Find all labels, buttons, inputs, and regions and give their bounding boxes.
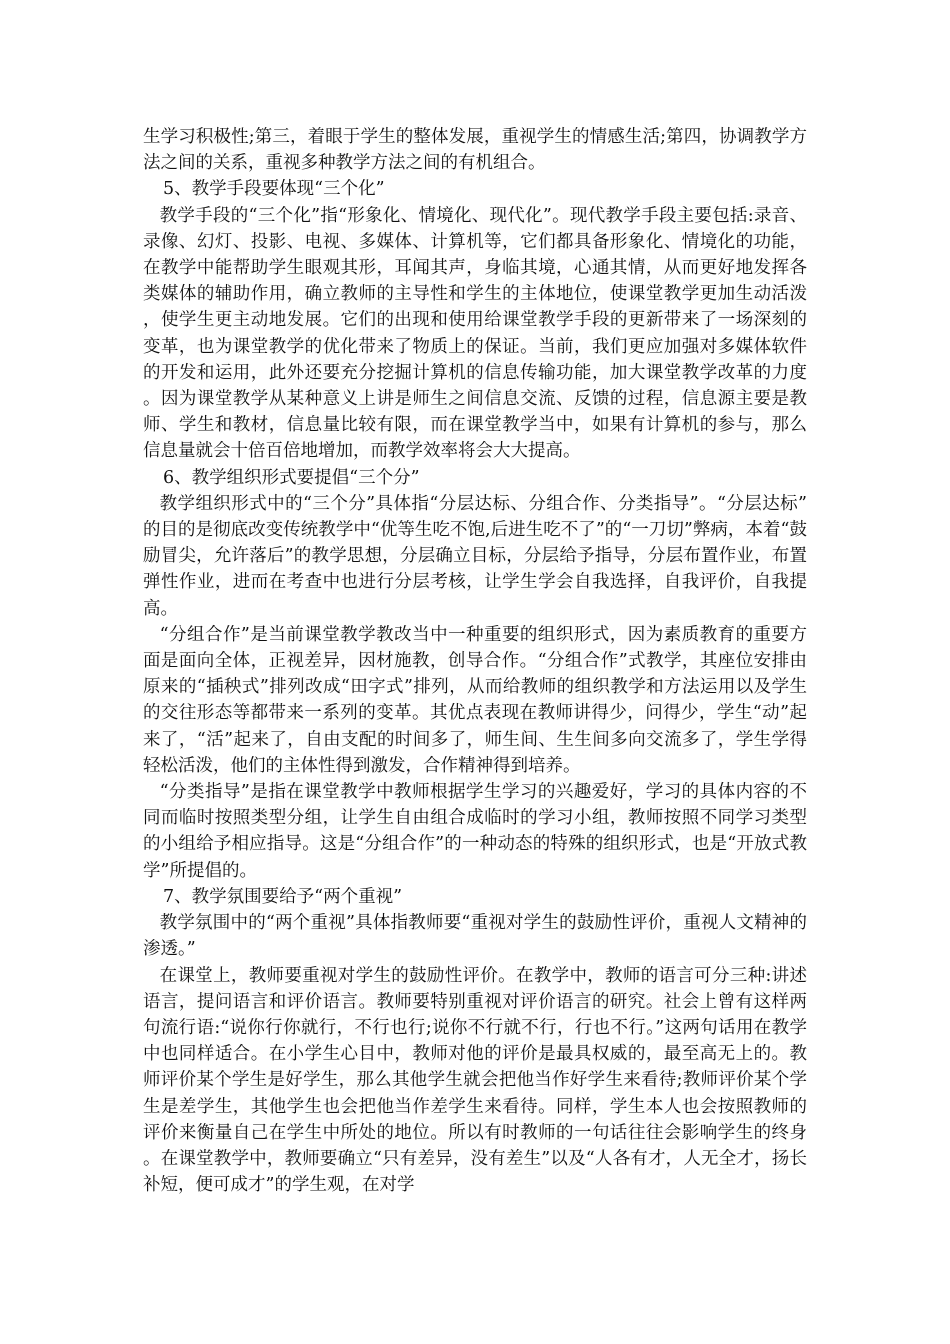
body-paragraph: “分组合作”是当前课堂教学教改当中一种重要的组织形式，因为素质教育的重要方面是面向全体，正视差异，因材施教，创导合作。“分组合作”式教学，其座位安排由原来的“插秧式”排列改成“田字式”排列，从而给教师的组织教学和方法运用以及学生的交往形态等都带来一系列的变革。其优点表现在教师讲得少，问得少，学生“动”起来了，“活”起来了，自由支配的时间多了，师生间、生生间多向交流多了，学生学得轻松活泼，他们的主体性得到激发，合作精神得到培养。 — [143, 624, 807, 776]
section-heading: 6、教学组织形式要提倡“三个分” — [163, 467, 420, 488]
body-paragraph: 教学组织形式中的“三个分”具体指“分层达标、分组合作、分类指导”。“分层达标”的目的是彻底改变传统教学中“优等生吃不饱,后进生吃不了”的“一刀切”弊病，本着“鼓励冒尖，允许落后”的教学思想，分层确立目标，分层给予指导，分层布置作业，布置弹性作业，进而在考查中也进行分层考核，让学生学会自我选择，自我评价，自我提高。 — [143, 493, 807, 619]
body-paragraph: 在课堂上，教师要重视对学生的鼓励性评价。在教学中，教师的语言可分三种:讲述语言，提问语言和评价语言。教师要特别重视对评价语言的研究。社会上曾有这样两句流行语:“说你行你就行，不行也行;说你不行就不行，行也不行。”这两句话用在教学中也同样适合。在小学生心目中，教师对他的评价是最具权威的，最至高无上的。教师评价某个学生是好学生，那么其他学生就会把他当作好学生来看待;教师评价某个学生是差学生，其他学生也会把他当作差学生来看待。同样，学生本人也会按照教师的评价来衡量自己在学生中所处的地位。所以有时教师的一句话往往会影响学生的终身。在课堂教学中，教师要确立“只有差异，没有差生”以及“人各有才，人无全才，扬长补短，便可成才”的学生观，在对学 — [143, 965, 807, 1196]
section-heading: 7、教学氛围要给予“两个重视” — [163, 886, 403, 907]
body-paragraph: “分类指导”是指在课堂教学中教师根据学生学习的兴趣爱好，学习的具体内容的不同而临时按照类型分组，让学生自由组合成临时的学习小组，教师按照不同学习类型的小组给予相应指导。这是“分组合作”的一种动态的特殊的组织形式，也是“开放式教学”所提倡的。 — [143, 782, 807, 881]
document-page — [143, 124, 807, 1198]
body-paragraph: 教学手段的“三个化”指“形象化、情境化、现代化”。现代教学手段主要包括:录音、录像、幻灯、投影、电视、多媒体、计算机等，它们都具备形象化、情境化的功能，在教学中能帮助学生眼观其形，耳闻其声，身临其境，心通其情，从而更好地发挥各类媒体的辅助作用，确立教师的主导性和学生的主体地位，使课堂教学更加生动活泼，使学生更主动地发展。它们的出现和使用给课堂教学手段的更新带来了一场深刻的变革，也为课堂教学的优化带来了物质上的保证。当前，我们更应加强对多媒体软件的开发和运用，此外还要充分挖掘计算机的信息传输功能，加大课堂教学改革的力度。因为课堂教学从某种意义上讲是师生之间信息交流、反馈的过程，信息源主要是教师、学生和教材，信息量比较有限，而在课堂教学当中，如果有计算机的参与，那么信息量就会十倍百倍地增加，而教学效率将会大大提高。 — [143, 205, 807, 462]
body-paragraph: 教学氛围中的“两个重视”具体指教师要“重视对学生的鼓励性评价，重视人文精神的渗透。” — [143, 913, 807, 960]
body-paragraph: 生学习积极性;第三，着眼于学生的整体发展，重视学生的情感生活;第四，协调教学方法之间的关系，重视多种教学方法之间的有机组合。 — [143, 127, 807, 174]
section-heading: 5、教学手段要体现“三个化” — [163, 179, 385, 200]
